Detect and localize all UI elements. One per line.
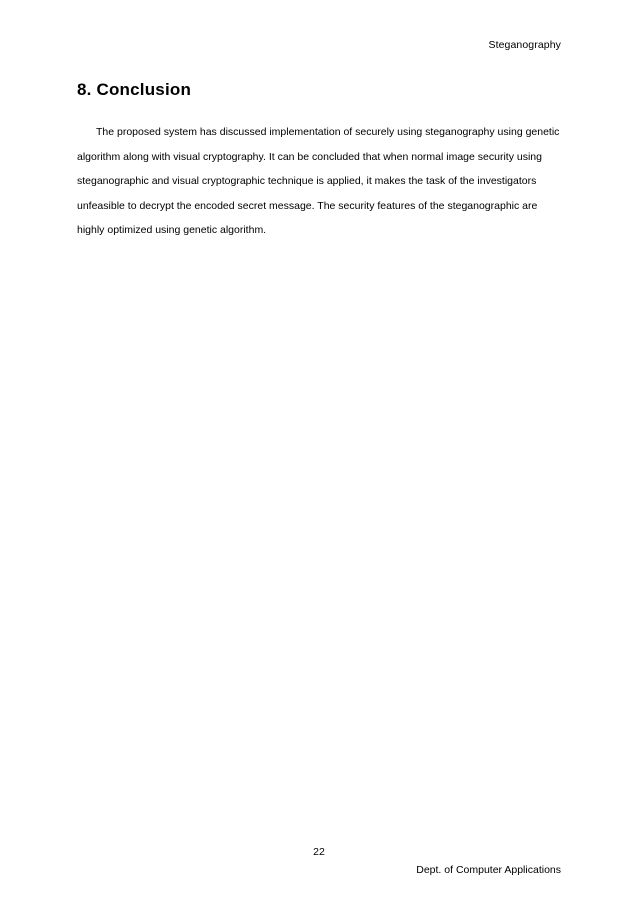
conclusion-paragraph: The proposed system has discussed implementation of securely using steganography using genetic algorithm along with visual cryptography. It can be concluded that when normal image security using steganographic and visual cryptographic technique is applied, it makes the task of the investigators unfeasible to decrypt the encoded secret message. The security features of the steganographic are highly optimized using genetic algorithm. bbox=[77, 126, 560, 236]
page-number: 22 bbox=[313, 846, 325, 858]
section-title: 8. Conclusion bbox=[77, 80, 192, 99]
running-header-title: Steganography bbox=[488, 39, 561, 51]
running-footer-department: Dept. of Computer Applications bbox=[416, 864, 561, 876]
